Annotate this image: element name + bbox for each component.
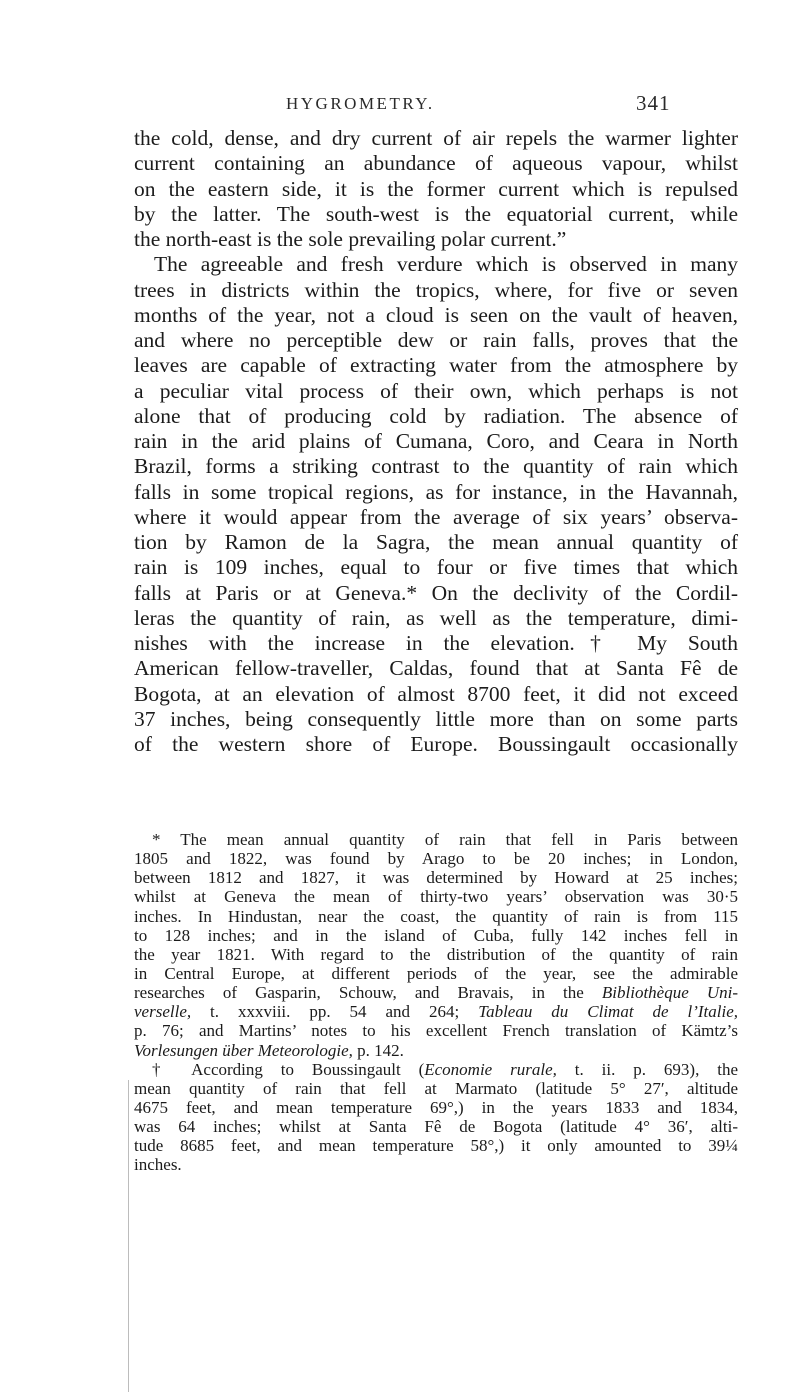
body-line: current containing an abundance of aqueous vapour, whilst	[134, 151, 738, 176]
body-line: and where no perceptible dew or rain falls, proves that the	[134, 328, 738, 352]
footnote-line	[134, 1060, 738, 1079]
body-line: The agreeable and fresh verdure which is observed in many	[154, 252, 738, 277]
footnote-line: the year 1821. With regard to the distribution of the quantity of rain	[134, 944, 738, 964]
page-number: 341	[636, 91, 671, 115]
body-line: on the eastern side, it is the former current which is repulsed	[134, 176, 738, 201]
footnote-line: inches.	[134, 1155, 182, 1175]
body-line: the cold, dense, and dry current of air repels the warmer lighter	[134, 126, 738, 150]
footnote-text: researches of Gasparin, Schouw, and Bravais, in the	[134, 983, 584, 1003]
footnote-line	[134, 983, 738, 1002]
body-line: nishes with the increase in the elevation.† My South	[134, 631, 738, 655]
body-line: where it would appear from the average of six years’ observa-	[134, 504, 738, 529]
body-line: alone that of producing cold by radiation. The absence of	[134, 403, 738, 428]
page-edge-rule	[128, 1080, 129, 1392]
body-line: the north-east is the sole prevailing polar current.”	[134, 227, 567, 251]
body-line: falls in some tropical regions, as for instance, in the Havannah,	[134, 479, 738, 504]
running-head	[128, 91, 800, 118]
footnote-line: in Central Europe, at different periods of the year, see the admirable	[134, 963, 738, 983]
footnote-line: was 64 inches; whilst at Santa Fê de Bogota (latitude 4° 36′, alti-	[134, 1117, 738, 1137]
footnote-line: 4675 feet, and mean temperature 69°,) in the years 1833 and 1834,	[134, 1097, 738, 1117]
running-title: HYGROMETRY.	[286, 94, 435, 113]
footnote-text: t. xxxviii. pp. 54 and 264;	[191, 1002, 479, 1022]
footnote-line: to 128 inches; and in the island of Cuba, fully 142 inches fell in	[134, 925, 738, 945]
body-line: of the western shore of Europe. Boussingault occasionally	[134, 732, 738, 756]
body-line: a peculiar vital process of their own, which perhaps is not	[134, 378, 738, 403]
body-line: trees in districts within the tropics, where, for five or seven	[134, 277, 738, 302]
body-line: Brazil, forms a striking contrast to the quantity of rain which	[134, 454, 738, 479]
footnote-text: p. 142.	[352, 1040, 404, 1060]
footnote-line: between 1812 and 1827, it was determined by Howard at 25 inches;	[134, 868, 738, 888]
footnote-italic-text: verselle,	[134, 1002, 192, 1022]
footnote-line	[134, 1041, 738, 1060]
body-line: Bogota, at an elevation of almost 8700 feet, it did not exceed	[134, 681, 738, 706]
body-line: falls at Paris or at Geneva.* On the declivity of the Cordil-	[134, 580, 738, 605]
footnote-line: whilst at Geneva the mean of thirty-two years’ observation was 30·5	[134, 887, 738, 907]
body-text	[134, 126, 738, 757]
footnote-line: mean quantity of rain that fell at Marmato (latitude 5° 27′, altitude	[134, 1078, 738, 1098]
footnote-line: inches. In Hindustan, near the coast, the quantity of rain is from 115	[134, 906, 738, 926]
body-line: American fellow-traveller, Caldas, found that at Santa Fê de	[134, 656, 738, 681]
footnotes	[134, 830, 738, 1175]
footnote-italic-text: Tableau du Climat de l’Italie,	[478, 1002, 738, 1022]
footnote-line	[134, 1002, 738, 1021]
footnote-line: 1805 and 1822, was found by Arago to be 20 inches; in London,	[134, 849, 738, 869]
body-line: by the latter. The south-west is the equatorial current, while	[134, 201, 738, 226]
body-line: leaves are capable of extracting water from the atmosphere by	[134, 353, 738, 378]
footnote-text: t. ii. p. 693), the	[556, 1059, 738, 1079]
footnote-text: † According to Boussingault (	[152, 1059, 425, 1079]
footnote-italic-text: Economie rurale,	[424, 1059, 557, 1079]
body-line: months of the year, not a cloud is seen on the vault of heaven,	[134, 302, 738, 327]
footnote-line: tude 8685 feet, and mean temperature 58°,) it only amounted to 39¼	[134, 1136, 738, 1156]
footnote-italic-text: Bibliothèque Uni-	[601, 983, 739, 1003]
body-line: rain is 109 inches, equal to four or five times that which	[134, 555, 738, 580]
footnote-line: * The mean annual quantity of rain that fell in Paris between	[152, 830, 738, 849]
body-line: rain in the arid plains of Cumana, Coro, and Ceara in North	[134, 429, 738, 453]
body-line: tion by Ramon de la Sagra, the mean annual quantity of	[134, 530, 738, 554]
body-line: 37 inches, being consequently little more than on some parts	[134, 706, 738, 731]
footnote-italic-text: Vorlesungen über Meteorologie,	[134, 1040, 353, 1060]
body-line: leras the quantity of rain, as well as the temperature, dimi-	[134, 605, 738, 630]
footnote-line: p. 76; and Martins’ notes to his excellent French translation of Kämtz’s	[134, 1021, 738, 1041]
